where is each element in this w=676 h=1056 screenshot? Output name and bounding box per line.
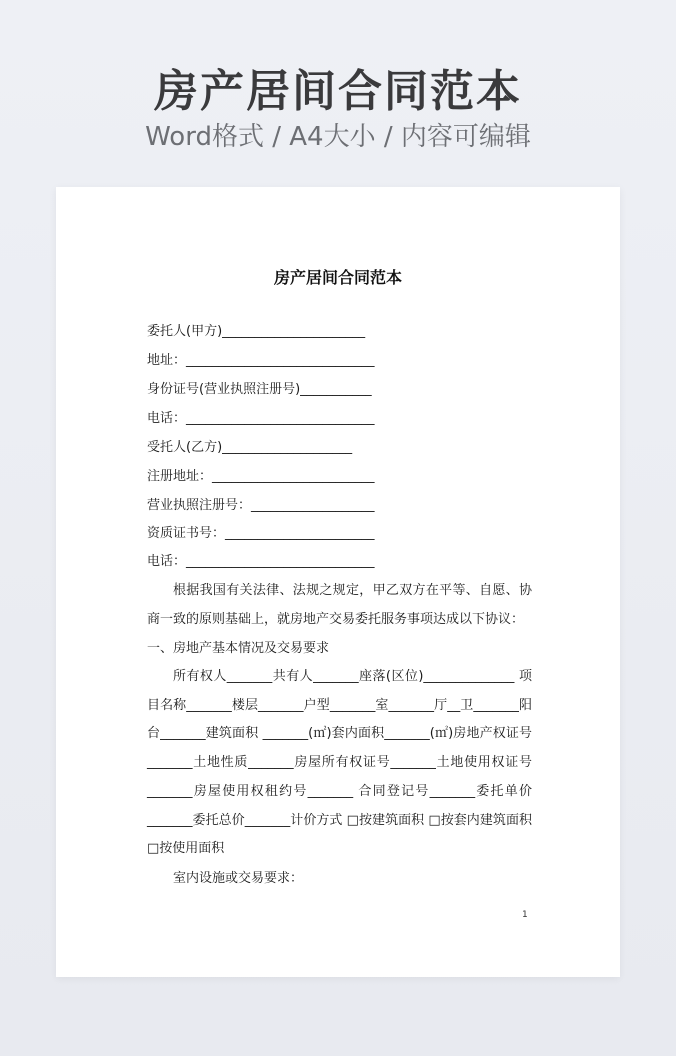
intro-paragraph xyxy=(147,577,532,634)
intro-text: 根据我国有关法律、法规之规定，甲乙双方在平等、自愿、协商一致的原则基础上，就房地产交易委托服务事项达成以下协议： xyxy=(147,583,532,627)
field-qualification-cert: 资质证书号：_______________________ xyxy=(147,526,375,541)
field-registered-address: 注册地址：_________________________ xyxy=(147,469,375,484)
section-body xyxy=(147,663,532,864)
requirements-label: 室内设施或交易要求： xyxy=(173,871,304,886)
field-client-party-a: 委托人(甲方)______________________ xyxy=(147,324,366,339)
field-phone-b: 电话：_____________________________ xyxy=(147,554,375,569)
field-business-license: 营业执照注册号：___________________ xyxy=(147,498,375,513)
header-title: 房产居间合同范本 xyxy=(154,66,522,117)
field-agent-party-b: 受托人(乙方)____________________ xyxy=(147,440,353,455)
field-id-number: 身份证号(营业执照注册号)___________ xyxy=(147,382,372,397)
header-subtitle: Word格式 / A4大小 / 内容可编辑 xyxy=(145,122,531,152)
section-body-text: 所有权人_______共有人_______座落(区位)______________ 项目名称_______楼层_______户型_______室_______厅__卫_______阳台_______建筑面积 _______(㎡)套内面积_______(㎡)房地产权证号_______土地性质_______房屋所有权证号_______土地使用权证号_______房屋使用权租约号_______ 合同登记号_______委托单价_______委托总价_______计价方式 □按建筑面积 □按套内建筑面积 □按使用面积 xyxy=(147,669,532,857)
document-title: 房产居间合同范本 xyxy=(273,268,402,287)
page-number: 1 xyxy=(522,910,528,920)
section-heading: 一、房地产基本情况及交易要求 xyxy=(147,641,330,656)
field-address-a: 地址：_____________________________ xyxy=(147,353,375,368)
document-page xyxy=(56,187,620,977)
field-phone-a: 电话：_____________________________ xyxy=(147,411,375,426)
